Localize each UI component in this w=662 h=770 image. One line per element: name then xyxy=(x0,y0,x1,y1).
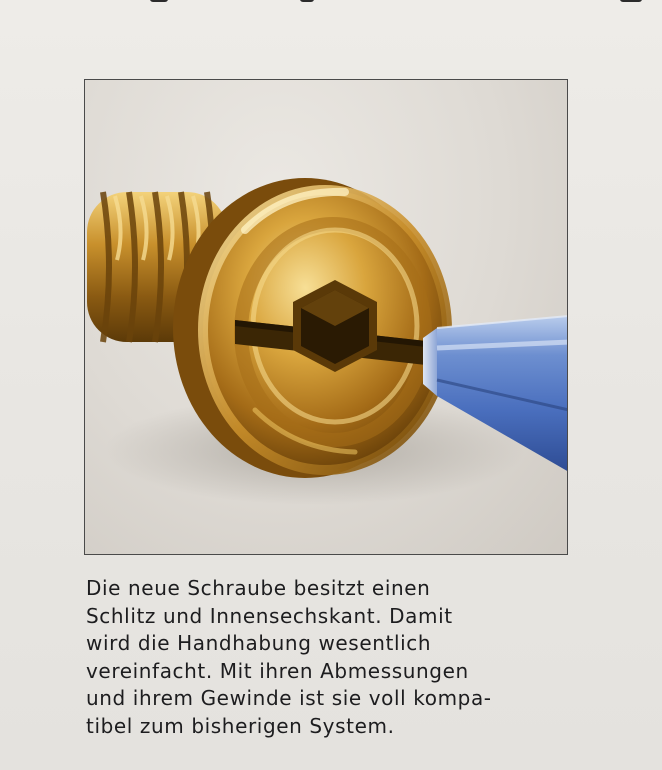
caption-line: wird die Handhabung wesentlich xyxy=(86,631,432,655)
caption-line: Schlitz und Innensechskant. Damit xyxy=(86,603,453,628)
caption-line: tibel zum bisherigen System. xyxy=(86,713,395,738)
caption-line: und ihrem Gewinde ist sie voll kompa- xyxy=(86,686,492,710)
screw-illustration xyxy=(85,80,568,555)
product-photo xyxy=(84,79,568,555)
caption-line: Die neue Schraube besitzt einen xyxy=(86,576,431,600)
caption-line: vereinfacht. Mit ihren Abmessungen xyxy=(86,658,469,683)
caption-text xyxy=(86,575,606,740)
cropped-heading-fragment xyxy=(0,0,662,4)
